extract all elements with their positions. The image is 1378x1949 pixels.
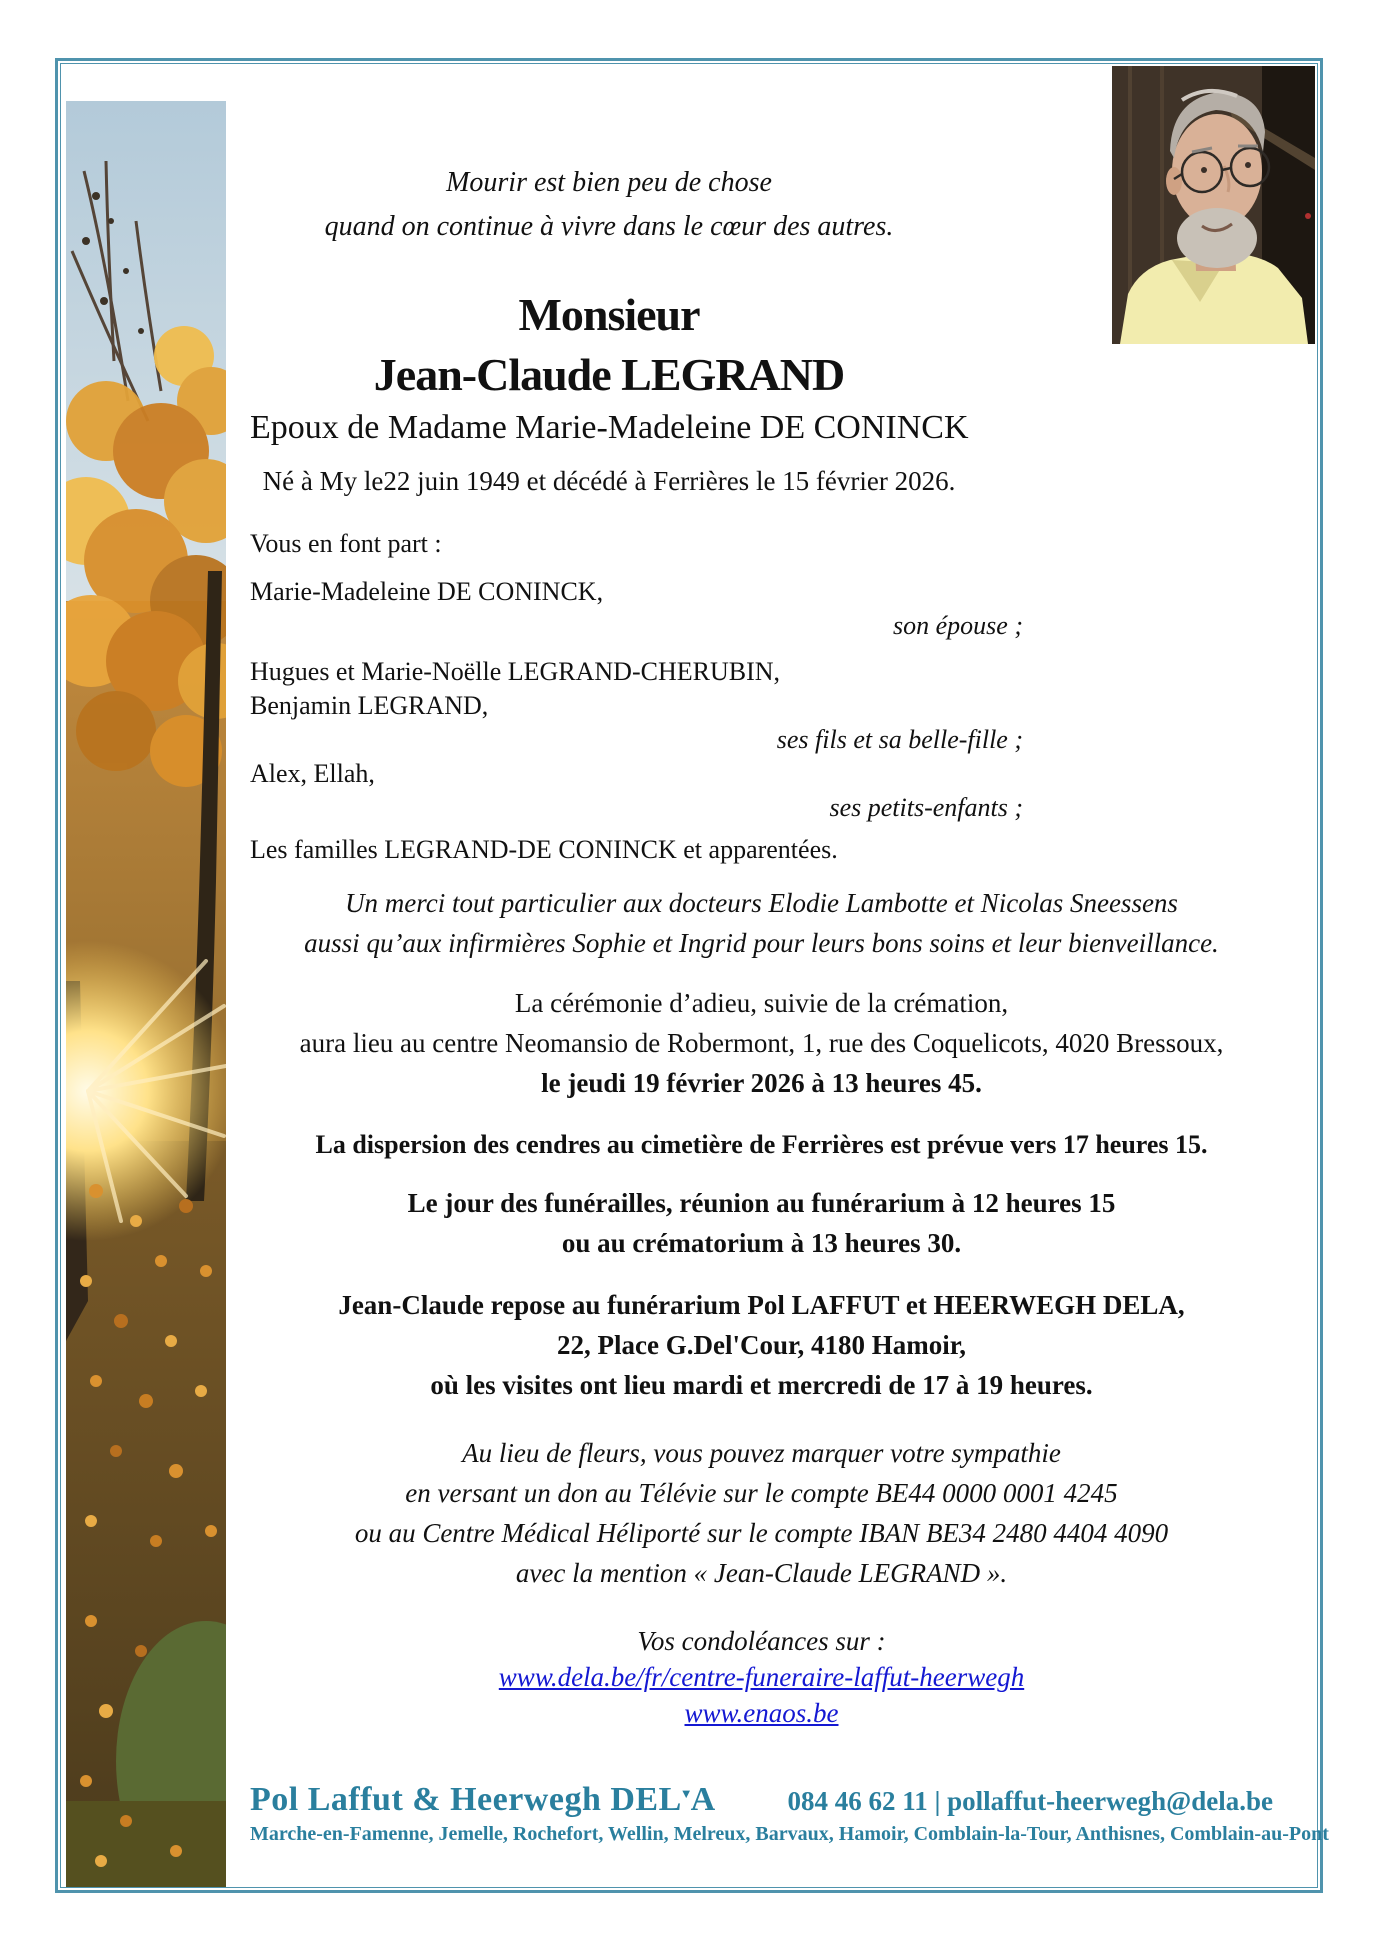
condolences-label: Vos condoléances sur : (637, 1626, 886, 1656)
dela-triangle-mark: ▼ (679, 1785, 693, 1801)
ashes-dispersion-line: La dispersion des cendres au cimetière de Ferrières est prévue vers 17 heures 15. (315, 1130, 1208, 1159)
ceremony-block (250, 983, 1273, 1103)
family-name-son-1: Hugues et Marie-Noëlle LEGRAND-CHERUBIN, (250, 657, 781, 686)
repose-visits-line: où les visites ont lieu mardi et mercredi de 17 à 19 heures. (430, 1370, 1093, 1400)
page-border-frame (55, 58, 1329, 1893)
donation-line-4: avec la mention « Jean-Claude LEGRAND ». (515, 1558, 1008, 1588)
announcement-intro: Vous en font part : (250, 529, 442, 558)
header-block (250, 161, 968, 499)
logo-text: Pol Laffut & Heerwegh DEL (250, 1781, 682, 1818)
family-name-grandchildren: Alex, Ellah, (250, 759, 375, 788)
repose-block (250, 1285, 1273, 1405)
footer-contact: 084 46 62 11 | pollaffut-heerwegh@dela.be (787, 1786, 1273, 1816)
thanks-block (250, 883, 1273, 963)
life-dates-line: Né à My le22 juin 1949 et décédé à Ferrières le 15 février 2026. (262, 466, 956, 496)
thanks-line-2: aussi qu’aux infirmières Sophie et Ingrid pour leurs bons soins et leur bienveillance. (304, 928, 1219, 958)
announcement-content (250, 61, 1329, 1846)
repose-line-1: Jean-Claude repose au funérarium Pol LAFFUT et HEERWEGH DELA, (338, 1290, 1185, 1320)
footer-locations: Marche-en-Famenne, Jemelle, Rochefort, Wellin, Melreux, Barvaux, Hamoir, Comblain-la-Tour, Anthisnes, Comblain-au-Pont (250, 1823, 1329, 1845)
deceased-title: Monsieur (518, 289, 700, 340)
thanks-line-1: Un merci tout particulier aux docteurs Elodie Lambotte et Nicolas Sneessens (345, 888, 1178, 918)
family-name-spouse: Marie-Madeleine DE CONINCK, (250, 577, 604, 606)
donation-line-2: en versant un don au Télévie sur le compte BE44 0000 0001 4245 (405, 1478, 1118, 1508)
ceremony-line-2: aura lieu au centre Neomansio de Robermont, 1, rue des Coquelicots, 4020 Bressoux, (299, 1028, 1224, 1058)
family-relation-sons: ses fils et sa belle-fille ; (776, 725, 1023, 754)
families-line: Les familles LEGRAND-DE CONINCK et apparentées. (250, 835, 838, 864)
condolences-link-dela[interactable]: www.dela.be/fr/centre-funeraire-laffut-heerwegh (498, 1662, 1025, 1692)
condolences-block (250, 1623, 1273, 1731)
spouse-line: Epoux de Madame Marie-Madeleine DE CONINCK (250, 409, 969, 446)
donation-line-1: Au lieu de fleurs, vous pouvez marquer votre sympathie (462, 1438, 1061, 1468)
autumn-trees-photo (66, 101, 226, 1887)
condolences-link-enaos[interactable]: www.enaos.be (684, 1698, 839, 1728)
gathering-line-2: ou au crématorium à 13 heures 30. (561, 1228, 962, 1258)
funeral-home-footer (250, 1781, 1329, 1846)
donation-line-3: ou au Centre Médical Héliporté sur le compte IBAN BE34 2480 4404 4090 (354, 1518, 1169, 1548)
ceremony-date-line: le jeudi 19 février 2026 à 13 heures 45. (541, 1068, 982, 1098)
epitaph-quote (250, 161, 968, 249)
funeral-home-logo (250, 1781, 716, 1819)
deceased-name: Jean-Claude LEGRAND (373, 349, 845, 400)
family-name-son-2: Benjamin LEGRAND, (250, 691, 489, 720)
family-relation-grandchildren: ses petits-enfants ; (829, 793, 1023, 822)
gathering-block (250, 1183, 1273, 1263)
donation-block (250, 1433, 1273, 1593)
gathering-line-1: Le jour des funérailles, réunion au funérarium à 12 heures 15 (407, 1188, 1116, 1218)
epitaph-line-1: Mourir est bien peu de chose (446, 167, 772, 198)
family-section (250, 527, 1273, 867)
logo-text-suffix: A (690, 1781, 716, 1818)
ceremony-line-1: La cérémonie d’adieu, suivie de la crémation, (514, 988, 1009, 1018)
epitaph-line-2: quand on continue à vivre dans le cœur des autres. (324, 211, 894, 242)
family-relation-spouse: son épouse ; (893, 611, 1023, 640)
repose-address-line: 22, Place G.Del'Cour, 4180 Hamoir, (557, 1330, 966, 1360)
